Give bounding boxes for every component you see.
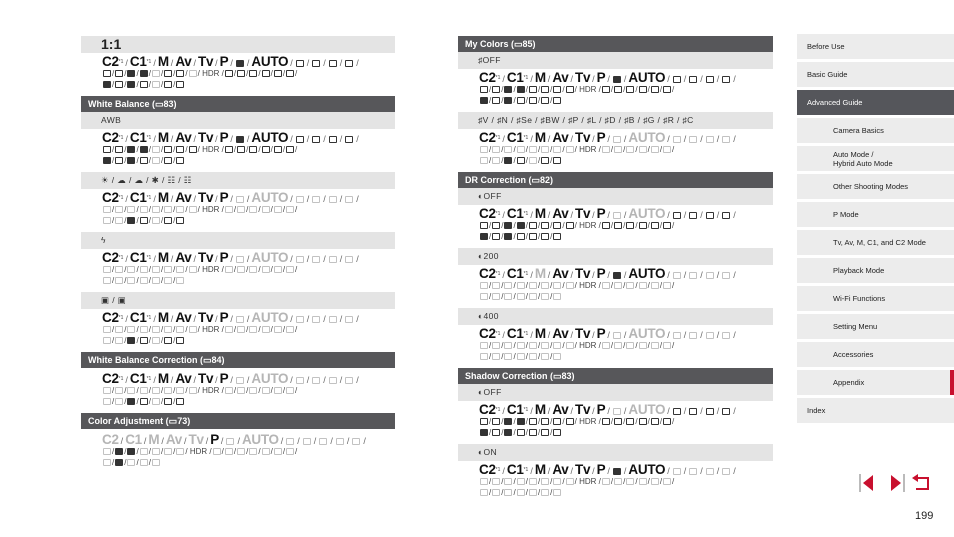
mode-availability: C2$^{*1}$ / C1$^{*1}$ / M / Av / Tv / P / / AUTO / / / / / / / / / / / / / HDR / / / / / / / / / / / / /: [479, 131, 736, 165]
prev-arrow-icon: [859, 474, 879, 492]
page-number: 199: [915, 510, 934, 522]
nav-accessories[interactable]: [797, 342, 954, 367]
my-colors-option-icons: ♯V / ♯N / ♯Se / ♯BW / ♯P / ♯L / ♯D / ♯B / ♯G / ♯R / ♯C: [478, 115, 694, 125]
mode-availability: C2$^{*1}$ / C1$^{*1}$ / M / Av / Tv / P / / AUTO / / / / / / / / / / / / / HDR / / / / / / / / / / / / /: [479, 207, 736, 241]
mode-availability: C2$^{*1}$ / C1$^{*1}$ / M / Av / Tv / P / / AUTO / / / / / / / / / / / / / HDR / / / / / / / / / / / / /: [479, 71, 736, 105]
row-title: 1:1: [101, 36, 122, 52]
wb-awb-row: [81, 112, 395, 129]
book-icon: ▭: [531, 175, 541, 185]
dr-400-icon: ◐400: [478, 311, 499, 321]
shadow-off-row: [458, 384, 773, 401]
mode-availability: C2$^{*1}$ / C1$^{*1}$ / M / Av / Tv / P / / AUTO / / / / / / / / / / / / / HDR / / / / / / / / / / / / /: [479, 463, 736, 497]
custom-wb-icons: ▣ / ▣: [101, 295, 127, 305]
middle-column: [458, 36, 773, 504]
nav-label: Other Shooting Modes: [833, 182, 909, 191]
mode-availability: C2$^{*1}$ / C1$^{*1}$ / M / Av / Tv / P / / AUTO / / / / / / / / / / / / / HDR / / / / / / / / / / / / /: [479, 327, 736, 361]
book-icon: ▭: [203, 355, 212, 365]
mode-availability: C2 / C1 / M / Av / Tv / P / / AUTO / / / / / / / / / / / / / HDR / / / / / / / / / / / /: [102, 433, 366, 467]
mode-availability: C2$^{*1}$ / C1$^{*1}$ / M / Av / Tv / P / / AUTO / / / / / / / / / / / / / HDR / / / / / / / / / / / / /: [102, 251, 359, 285]
wb-preset-icons: ☀ / ☁ / ☁ / ✱ / ☷ / ☷: [101, 175, 192, 185]
nav-label: Appendix: [833, 378, 865, 387]
wb-custom-row: [81, 292, 395, 309]
nav-playback[interactable]: [797, 258, 954, 283]
nav-label: Setting Menu: [833, 322, 878, 331]
nav-label: Hybrid Auto Mode: [833, 158, 893, 168]
mode-availability: C2$^{*1}$ / C1$^{*1}$ / M / Av / Tv / P / / AUTO / / / / / / / / / / / / / HDR / / / / / / / / / / / / /: [102, 311, 359, 345]
nav-label: Before Use: [807, 42, 845, 51]
dr-off-icon: ◐OFF: [478, 191, 502, 201]
mode-availability: C2$^{*1}$ / C1$^{*1}$ / M / Av / Tv / P / / AUTO / / / / / / / / / / / / / HDR / / / / / / / / / / / / /: [102, 55, 359, 89]
nav-other-shooting[interactable]: [797, 174, 954, 199]
nav-basic-guide[interactable]: [797, 62, 954, 87]
book-icon: ▭: [553, 371, 562, 381]
nav-auto-mode[interactable]: [797, 146, 954, 171]
my-colors-off-row: [458, 52, 773, 69]
my-colors-header: My Colors (▭85): [458, 36, 773, 52]
awb-icon: AWB: [101, 115, 122, 125]
shadow-on-icon: ◐ON: [478, 447, 498, 457]
nav-label: Index: [807, 406, 826, 415]
nav-label: P Mode: [833, 210, 859, 219]
shadow-on-row: [458, 444, 773, 461]
nav-setting-menu[interactable]: [797, 314, 954, 339]
mode-availability: C2$^{*1}$ / C1$^{*1}$ / M / Av / Tv / P / / AUTO / / / / / / / / / / / / / HDR / / / / / / / / / / / / /: [102, 191, 359, 225]
dr-400-row: [458, 308, 773, 325]
nav-label: Advanced Guide: [807, 98, 863, 107]
nav-tv-av-mode[interactable]: [797, 230, 954, 255]
nav-label: Camera Basics: [833, 126, 884, 135]
nav-label: Basic Guide: [807, 70, 848, 79]
white-balance-header: White Balance (▭83): [81, 96, 395, 112]
mode-availability: C2$^{*1}$ / C1$^{*1}$ / M / Av / Tv / P / / AUTO / / / / / / / / / / / / / HDR / / / / / / / / / / / / /: [102, 372, 359, 406]
nav-index[interactable]: [797, 398, 954, 423]
chapter-nav: [797, 34, 954, 426]
next-page-button[interactable]: [884, 473, 906, 493]
wb-flash-row: [81, 232, 395, 249]
nav-before-use[interactable]: [797, 34, 954, 59]
dr-200-row: [458, 248, 773, 265]
mode-availability: C2$^{*1}$ / C1$^{*1}$ / M / Av / Tv / P / / AUTO / / / / / / / / / / / / / HDR / / / / / / / / / / / / /: [479, 267, 736, 301]
nav-appendix[interactable]: [797, 370, 954, 395]
nav-camera-basics[interactable]: [797, 118, 954, 143]
shadow-off-icon: ◐OFF: [478, 387, 502, 397]
nav-label: Tv, Av, M, C1, and C2 Mode: [833, 238, 926, 247]
nav-p-mode[interactable]: [797, 202, 954, 227]
left-column: [81, 36, 395, 474]
nav-advanced-guide[interactable]: [797, 90, 954, 115]
nav-label: Accessories: [833, 350, 874, 359]
wb-presets-row: [81, 172, 395, 189]
dr-200-icon: ◐200: [478, 251, 499, 261]
book-icon: ▭: [514, 39, 523, 49]
return-icon: [910, 474, 932, 492]
book-icon: ▭: [155, 99, 164, 109]
next-arrow-icon: [885, 474, 905, 492]
aspect-1-1-row: [81, 36, 395, 53]
my-colors-off-icon: ♯OFF: [478, 55, 501, 65]
color-adjustment-header: Color Adjustment (▭73): [81, 413, 395, 429]
mode-availability: C2$^{*1}$ / C1$^{*1}$ / M / Av / Tv / P / / AUTO / / / / / / / / / / / / / HDR / / / / / / / / / / / / /: [479, 403, 736, 437]
page-nav-buttons: [858, 473, 936, 493]
nav-label: Wi-Fi Functions: [833, 294, 886, 303]
return-button[interactable]: [910, 473, 932, 493]
nav-label: Auto Mode /: [833, 149, 874, 159]
dr-correction-header: DR Correction (▭82): [458, 172, 773, 188]
wb-correction-header: White Balance Correction (▭84): [81, 352, 395, 368]
shadow-correction-header: Shadow Correction (▭83): [458, 368, 773, 384]
my-colors-options-row: [458, 112, 773, 129]
dr-off-row: [458, 188, 773, 205]
nav-label: Playback Mode: [833, 266, 885, 275]
nav-wifi[interactable]: [797, 286, 954, 311]
mode-availability: C2$^{*1}$ / C1$^{*1}$ / M / Av / Tv / P / / AUTO / / / / / / / / / / / / / HDR / / / / / / / / / / / / /: [102, 131, 359, 165]
book-icon: ▭: [168, 416, 178, 426]
prev-page-button[interactable]: [858, 473, 880, 493]
flash-icon: ϟ: [101, 235, 106, 245]
